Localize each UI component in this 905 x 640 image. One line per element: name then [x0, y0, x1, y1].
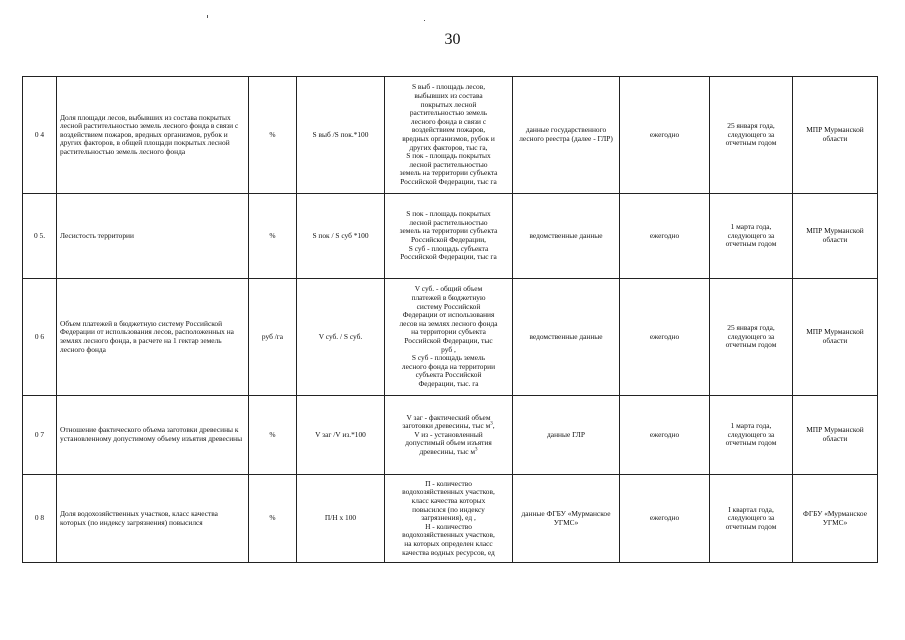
data-source: ведомственные данные [513, 279, 620, 396]
formula-definitions: П - количество водохозяйственных участков, класс качества которых повысился (по индексу загрязнения), ед , Н - количество водохозяйственных участков, на которых определен класс качества водных ресурсов, ед [385, 475, 513, 563]
page-number: 30 [444, 31, 461, 48]
row-number: 0 8 [23, 475, 57, 563]
unit-of-measure: % [249, 475, 297, 563]
superscript-three: 3 [490, 421, 493, 427]
periodicity: ежегодно [620, 396, 710, 475]
periodicity: ежегодно [620, 194, 710, 279]
formula-definitions: S выб - площадь лесов, выбывших из состава покрытых лесной растительностью земель лесного фонда в связи с воздействием пожаров, вредных организмов, рубок и других факторов, тыс га, S пок - площадь покрытых лесной растительностью земель на территории субъекта Российской Федерации, тыс га [385, 77, 513, 194]
indicator-name: Отношение фактического объема заготовки древесины к установленному допустимому объему изъятия древесины [57, 396, 249, 475]
formula-definitions: V суб. - общий объем платежей в бюджетную систему Российской Федерации от использования лесов на землях лесного фонда на территории субъекта Российской Федерации, тыс руб , S суб - площадь земель лесного фонда на территории субъекта Российской Федерации, тыс. га [385, 279, 513, 396]
periodicity: ежегодно [620, 77, 710, 194]
data-source: данные ГЛР [513, 396, 620, 475]
indicators-table [22, 76, 878, 563]
unit-of-measure: % [249, 194, 297, 279]
deadline: I квартал года, следующего за отчетным годом [710, 475, 793, 563]
calculation-formula: V суб. / S суб. [297, 279, 385, 396]
data-source: данные ФГБУ «Мурманское УГМС» [513, 475, 620, 563]
formula-definitions: V заг - фактический объем заготовки древесины, тыс $м^3$, V из - установленный допустимый объем изъятия древесины, тыс $м^3$ [385, 396, 513, 475]
calculation-formula: S пок / S суб *100 [297, 194, 385, 279]
calculation-formula: П/Н х 100 [297, 475, 385, 563]
row-number: 0 4 [23, 77, 57, 194]
calculation-formula: S выб /S пок.*100 [297, 77, 385, 194]
table-row [23, 279, 878, 396]
row-number: 0 5. [23, 194, 57, 279]
responsible-body: МПР Мурманской области [793, 279, 878, 396]
indicator-name: Доля водохозяйственных участков, класс качества которых (по индексу загрязнения) повысился [57, 475, 249, 563]
data-source: данные государственного лесного реестра (далее - ГЛР) [513, 77, 620, 194]
deadline: 25 января года, следующего за отчетным годом [710, 77, 793, 194]
superscript-three: 3 [475, 447, 478, 453]
responsible-body: МПР Мурманской области [793, 396, 878, 475]
responsible-body: ФГБУ «Мурманское УГМС» [793, 475, 878, 563]
table-row [23, 475, 878, 563]
deadline: 25 января года, следующего за отчетным годом [710, 279, 793, 396]
periodicity: ежегодно [620, 475, 710, 563]
table-row [23, 194, 878, 279]
indicator-name: Лесистость территории [57, 194, 249, 279]
responsible-body: МПР Мурманской области [793, 194, 878, 279]
scan-speck [207, 15, 208, 18]
table-row [23, 396, 878, 475]
unit-of-measure: % [249, 77, 297, 194]
unit-of-measure: руб /га [249, 279, 297, 396]
periodicity: ежегодно [620, 279, 710, 396]
indicator-name: Доля площади лесов, выбывших из состава покрытых лесной растительностью земель лесного фонда в связи с воздействием пожаров, вредных организмов, рубок и других факторов, в общей площади покрытых лесной растительностью земель лесного фонда [57, 77, 249, 194]
formula-definitions: S пок - площадь покрытых лесной растительностью земель на территории субъекта Российской Федерации, S суб - площадь субъекта Российской Федерации, тыс га [385, 194, 513, 279]
deadline: 1 марта года, следующего за отчетным годом [710, 194, 793, 279]
row-number: 0 7 [23, 396, 57, 475]
unit-of-measure: % [249, 396, 297, 475]
calculation-formula: V заг /V из.*100 [297, 396, 385, 475]
data-source: ведомственные данные [513, 194, 620, 279]
scan-speck [424, 20, 425, 21]
responsible-body: МПР Мурманской области [793, 77, 878, 194]
table-row [23, 77, 878, 194]
row-number: 0 6 [23, 279, 57, 396]
indicator-name: Объем платежей в бюджетную систему Российской Федерации от использования лесов, расположенных на землях лесного фонда, в расчете на 1 гектар земель лесного фонда [57, 279, 249, 396]
deadline: 1 марта года, следующего за отчетным годом [710, 396, 793, 475]
